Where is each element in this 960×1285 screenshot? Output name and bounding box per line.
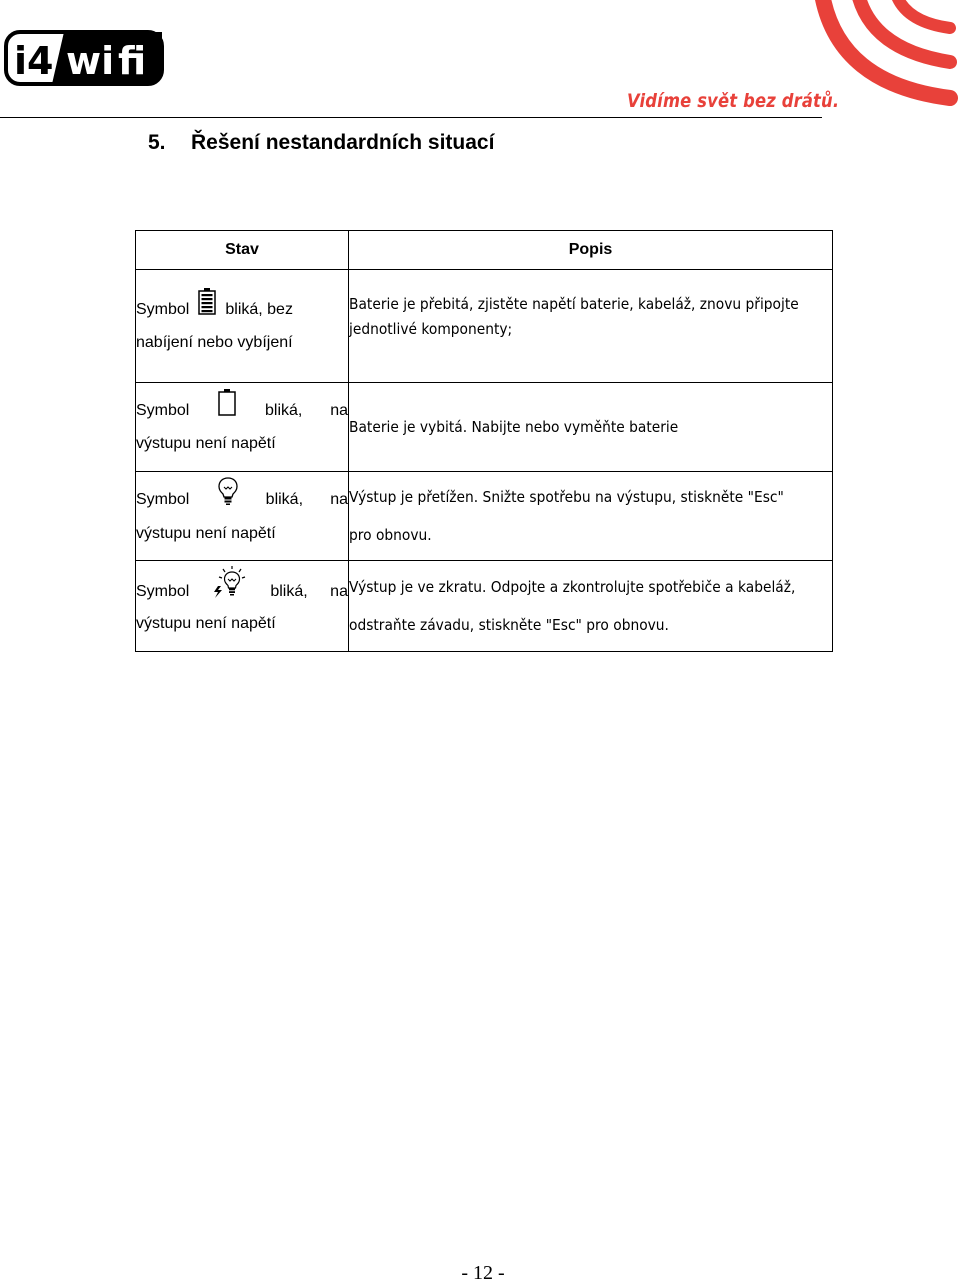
slogan: Vidíme svět bez drátů.	[627, 90, 840, 112]
stav-status-word: bliká,	[265, 491, 304, 508]
stav-cell	[136, 270, 349, 383]
page-number: - 12 -	[461, 1262, 505, 1284]
stav-cell	[136, 472, 349, 561]
battery-empty-icon	[217, 388, 237, 421]
stav-line2: nabíjení nebo vybíjení	[136, 333, 293, 351]
stav-symbol-word: Symbol	[136, 301, 190, 318]
light-bulb-icon	[217, 476, 239, 511]
stav-cell	[136, 561, 349, 652]
table-row	[136, 561, 833, 652]
table-header-row	[136, 231, 833, 270]
section-title: Řešení nestandardních situací	[191, 131, 495, 154]
popis-line1: Výstup je přetížen. Snižte spotřebu na výstupu, stiskněte "Esc"	[349, 488, 784, 506]
stav-symbol-word: Symbol	[136, 491, 190, 508]
table-row	[136, 472, 833, 561]
table-row	[136, 383, 833, 472]
section-number: 5.	[148, 131, 166, 154]
popis-line2: pro obnovu.	[349, 526, 432, 544]
status-table	[135, 230, 833, 652]
stav-na-word: na	[330, 491, 348, 508]
popis-cell	[349, 270, 833, 383]
stav-cell	[136, 383, 349, 472]
stav-line2: výstupu není napětí	[136, 614, 276, 632]
stav-symbol-word: Symbol	[136, 402, 190, 419]
popis-line1: Baterie je vybitá. Nabijte nebo vyměňte baterie	[349, 417, 679, 436]
popis-line1: Výstup je ve zkratu. Odpojte a zkontrolujte spotřebiče a kabeláž,	[349, 578, 796, 596]
header-divider	[0, 117, 822, 118]
svg-text:wi: wi	[66, 39, 115, 83]
stav-na-word: na	[330, 402, 348, 419]
stav-symbol-word: Symbol	[136, 583, 190, 600]
section-heading	[148, 131, 494, 155]
svg-text:fi: fi	[118, 39, 147, 83]
popis-line2: odstraňte závadu, stiskněte "Esc" pro obnovu.	[349, 616, 669, 634]
popis-cell	[349, 561, 833, 652]
popis-line1: Baterie je přebitá, zjistěte napětí baterie, kabeláž, znovu připojte	[349, 295, 799, 313]
stav-line2: výstupu není napětí	[136, 434, 276, 452]
stav-na-word: na	[330, 583, 348, 600]
stav-status-word: bliká,	[265, 402, 303, 419]
popis-line2: jednotlivé komponenty;	[349, 320, 513, 338]
bulb-short-circuit-icon	[212, 566, 248, 605]
stav-status-word: bliká, bez	[225, 301, 293, 318]
stav-status-word: bliká,	[270, 583, 308, 600]
popis-cell	[349, 472, 833, 561]
table-row	[136, 270, 833, 383]
header-stav: Stav	[136, 231, 349, 270]
battery-full-icon	[197, 287, 217, 320]
stav-line2: výstupu není napětí	[136, 524, 276, 542]
brand-logo	[4, 30, 164, 86]
header-popis: Popis	[349, 231, 833, 270]
popis-cell	[349, 383, 833, 472]
svg-text:i4: i4	[14, 39, 54, 83]
